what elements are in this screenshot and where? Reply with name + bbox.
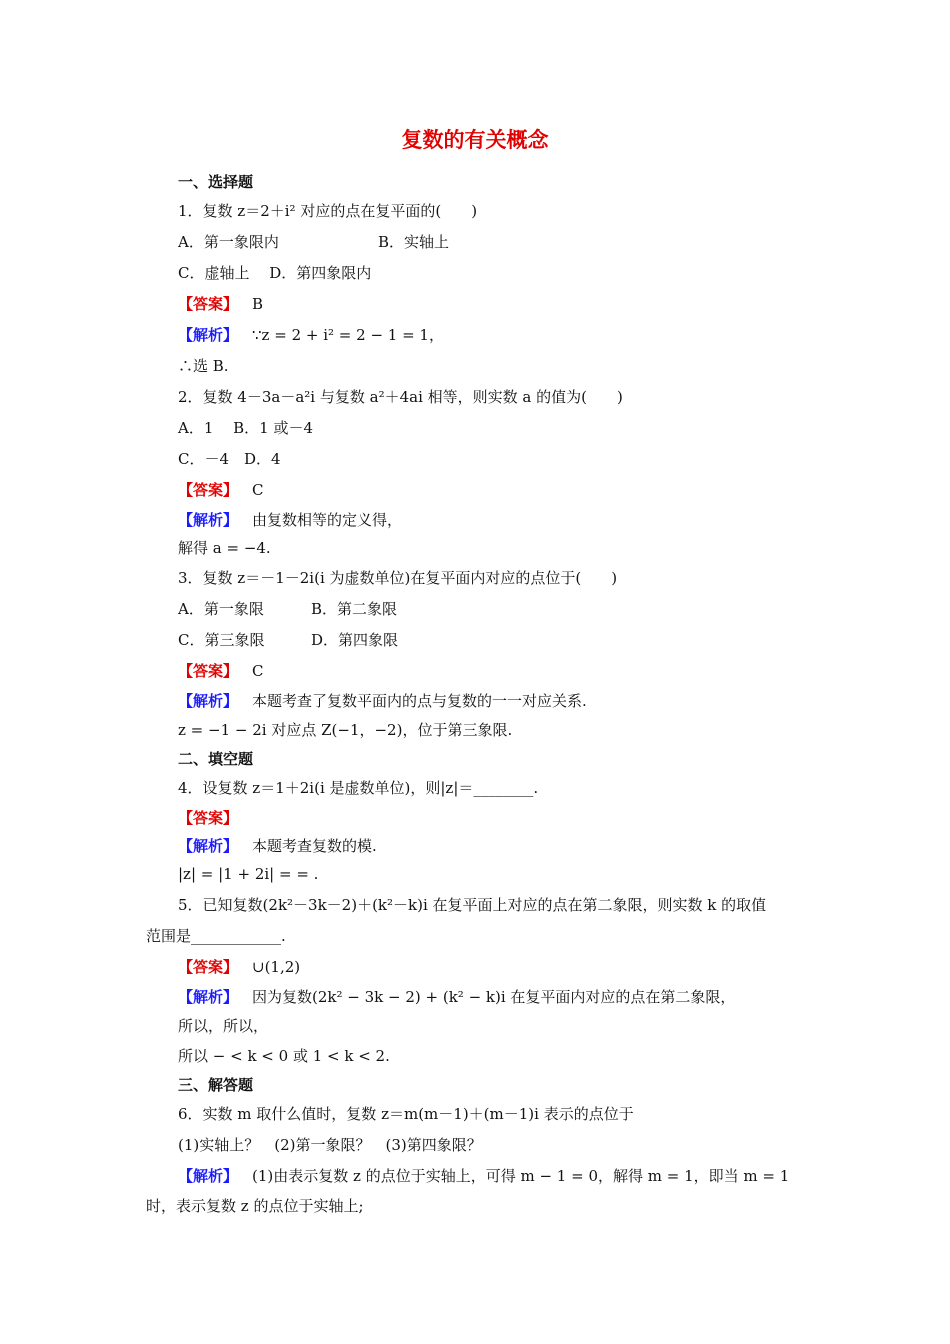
analysis-tag: 【解析】	[178, 511, 239, 529]
question-2: 2．复数 4－3a－a²i 与复数 a²＋4ai 相等，则实数 a 的值为( )	[178, 388, 623, 406]
question-4-answer	[178, 808, 252, 828]
analysis-tag: 【解析】	[178, 692, 239, 710]
question-1-option-a: A．第一象限内	[178, 233, 279, 251]
analysis-text: 因为复数(2k² − 3k − 2) + (k² − k)i 在复平面内对应的点在第二象限，	[252, 988, 736, 1006]
answer-value: C	[252, 662, 264, 680]
question-2-analysis	[178, 510, 402, 530]
question-3-option-c: C．第三象限	[178, 631, 265, 649]
analysis-text: (1)由表示复数 z 的点位于实轴上，可得 m − 1 = 0，解得 m = 1，即当 m = 1	[252, 1167, 790, 1185]
question-5-analysis	[178, 987, 735, 1007]
answer-value: C	[252, 481, 264, 499]
question-6: 6．实数 m 取什么值时，复数 z＝m(m－1)＋(m－1)i 表示的点位于	[178, 1105, 634, 1123]
question-1-option-b: B．实轴上	[378, 233, 450, 251]
question-2-answer	[178, 480, 264, 500]
analysis-text: ∵z = 2 + i² = 2 − 1 = 1，	[252, 326, 444, 344]
question-6-analysis	[178, 1166, 789, 1186]
question-1-analysis-line-2: ∴选 B.	[178, 357, 229, 375]
section-heading-choice: 一、选择题	[178, 173, 254, 191]
analysis-text: 本题考查复数的模.	[252, 837, 377, 855]
question-2-options-cd: C．－4 D．4	[178, 450, 281, 468]
question-1-answer	[178, 294, 263, 314]
question-3-analysis-line-2: z = −1 − 2i 对应点 Z(−1，−2)，位于第三象限.	[178, 721, 513, 739]
analysis-text: 本题考查了复数平面内的点与复数的一一对应关系.	[252, 692, 587, 710]
question-1-options-cd: C．虚轴上 D．第四象限内	[178, 264, 372, 282]
question-5-continued: 范围是____________.	[146, 927, 286, 945]
question-1: 1．复数 z＝2＋i² 对应的点在复平面的( )	[178, 202, 478, 220]
analysis-tag: 【解析】	[178, 1167, 239, 1185]
document-title: 复数的有关概念	[401, 127, 549, 152]
question-4: 4．设复数 z＝1＋2i(i 是虚数单位)，则|z|＝________.	[178, 779, 539, 797]
question-3-option-a: A．第一象限	[178, 600, 264, 618]
answer-value: B	[252, 295, 264, 313]
question-1-analysis	[178, 325, 444, 345]
question-3-answer	[178, 661, 264, 681]
analysis-tag: 【解析】	[178, 988, 239, 1006]
analysis-tag: 【解析】	[178, 326, 239, 344]
analysis-text: 由复数相等的定义得，	[252, 511, 403, 529]
question-3-analysis	[178, 691, 587, 711]
question-2-options-ab: A．1 B．1 或－4	[178, 419, 314, 437]
section-heading-fill: 二、填空题	[178, 750, 254, 768]
answer-value: ∪(1,2)	[252, 958, 301, 976]
analysis-tag: 【解析】	[178, 837, 239, 855]
question-3: 3．复数 z＝－1－2i(i 为虚数单位)在复平面内对应的点位于( )	[178, 569, 618, 587]
question-4-analysis	[178, 836, 377, 856]
question-6-subparts: (1)实轴上？ (2)第一象限？ (3)第四象限？	[178, 1136, 482, 1154]
answer-tag: 【答案】	[178, 809, 239, 827]
question-5-analysis-line-3: 所以 − < k < 0 或 1 < k < 2.	[178, 1047, 390, 1065]
question-5-answer	[178, 957, 300, 977]
question-3-option-d: D．第四象限	[311, 631, 399, 649]
answer-tag: 【答案】	[178, 295, 239, 313]
section-heading-solve: 三、解答题	[178, 1076, 254, 1094]
answer-tag: 【答案】	[178, 662, 239, 680]
answer-tag: 【答案】	[178, 958, 239, 976]
question-2-analysis-line-2: 解得 a = −4.	[178, 539, 271, 557]
answer-tag: 【答案】	[178, 481, 239, 499]
question-5: 5．已知复数(2k²－3k－2)＋(k²－k)i 在复平面上对应的点在第二象限，则实数 k 的取值	[178, 896, 767, 914]
question-3-option-b: B．第二象限	[311, 600, 398, 618]
question-4-analysis-line-2: |z| = |1 + 2i| = = .	[178, 865, 319, 883]
question-6-analysis-line-2: 时，表示复数 z 的点位于实轴上;	[146, 1197, 364, 1215]
question-5-analysis-line-2: 所以，所以，	[178, 1017, 269, 1035]
